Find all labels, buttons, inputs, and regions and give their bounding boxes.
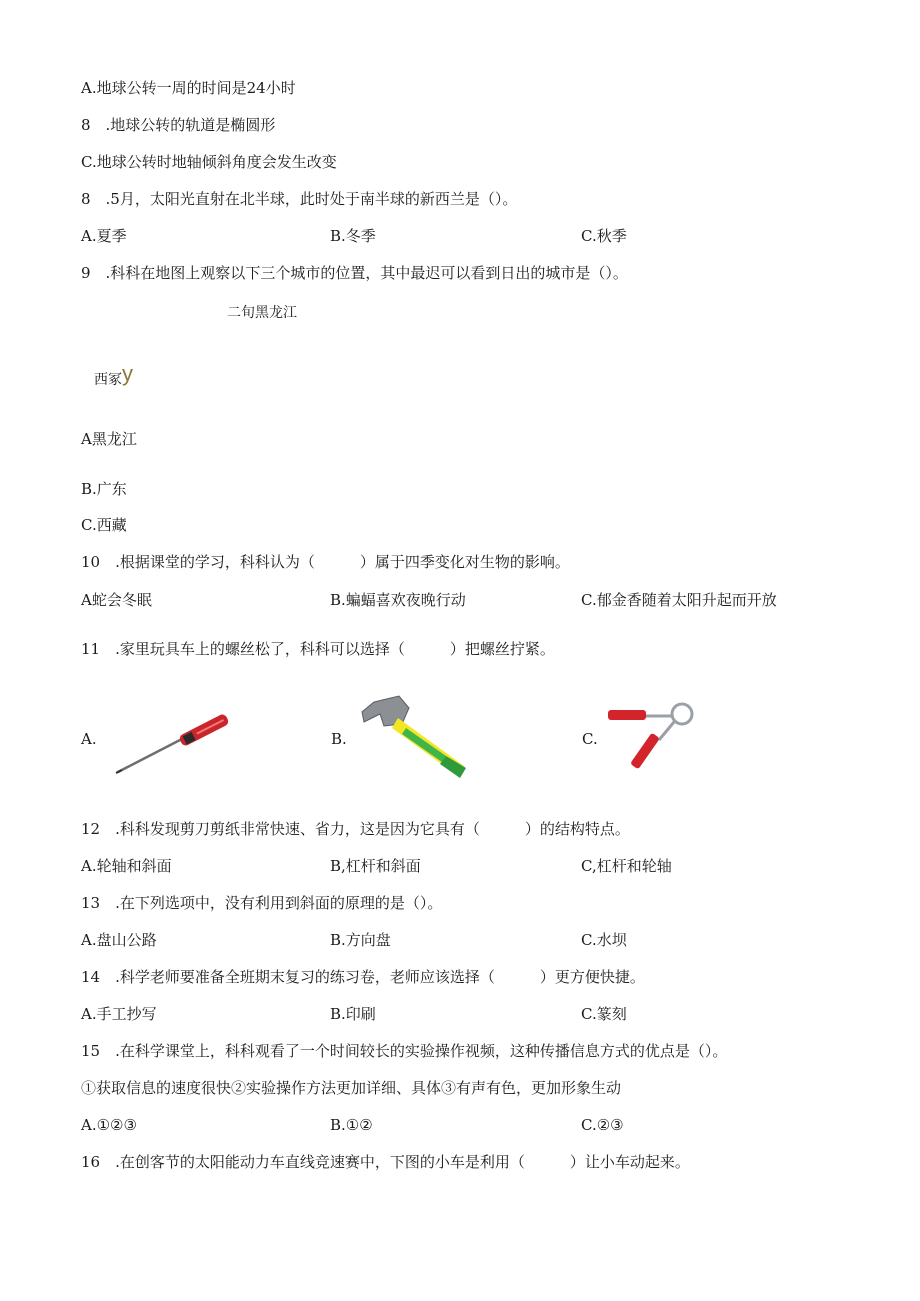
q10-option-b: B.蝙蝠喜欢夜晚行动 bbox=[330, 591, 466, 609]
q8-option-c: C.秋季 bbox=[581, 227, 627, 245]
map-label-heilongjiang: 二旬黑龙江 bbox=[227, 305, 297, 321]
prev-option-b: 8 .地球公转的轨道是椭圆形 bbox=[81, 116, 276, 134]
question-9-stem: 9 .科科在地图上观察以下三个城市的位置，其中最迟可以看到日出的城市是（）。 bbox=[81, 264, 628, 282]
q13-option-b: B.方向盘 bbox=[330, 931, 391, 949]
q9-option-c: C.西藏 bbox=[81, 516, 127, 534]
prev-option-a: A.地球公转一周的时间是24小时 bbox=[81, 79, 296, 97]
q11-option-c: C. bbox=[582, 730, 598, 748]
question-15-stem: 15 .在科学课堂上，科科观看了一个时间较长的实验操作视频，这种传播信息方式的优点是（）。 bbox=[81, 1042, 728, 1060]
q10-option-a: A蛇会冬眠 bbox=[81, 591, 152, 609]
q13-option-c: C.水坝 bbox=[581, 931, 627, 949]
question-10-stem: 10 .根据课堂的学习，科科认为（ ）属于四季变化对生物的影响。 bbox=[81, 553, 570, 571]
q14-option-b: B.印刷 bbox=[330, 1005, 376, 1023]
question-11-stem: 11 .家里玩具车上的螺丝松了，科科可以选择（ ）把螺丝拧紧。 bbox=[81, 640, 555, 658]
q9-option-a: A黑龙江 bbox=[81, 430, 137, 448]
screwdriver-icon bbox=[108, 710, 238, 780]
question-14-stem: 14 .科学老师要准备全班期末复习的练习卷，老师应该选择（ ）更方便快捷。 bbox=[81, 968, 645, 986]
map-label-tibet-glyph: y bbox=[122, 361, 133, 386]
q10-option-c: C.郁金香随着太阳升起而开放 bbox=[581, 591, 777, 609]
map-label-tibet bbox=[94, 361, 133, 389]
q12-option-c: C,杠杆和轮轴 bbox=[581, 857, 672, 875]
q11-option-b: B. bbox=[331, 730, 347, 748]
question-8-stem: 8 .5月，太阳光直射在北半球，此时处于南半球的新西兰是（）。 bbox=[81, 190, 518, 208]
q15-option-a: A.①②③ bbox=[81, 1116, 137, 1134]
q13-option-a: A.盘山公路 bbox=[81, 931, 157, 949]
q8-option-a: A.夏季 bbox=[81, 227, 127, 245]
map-label-tibet-text: 西冢 bbox=[94, 372, 122, 388]
q12-option-a: A.轮轴和斜面 bbox=[81, 857, 172, 875]
question-12-stem: 12 .科科发现剪刀剪纸非常快速、省力，这是因为它具有（ ）的结构特点。 bbox=[81, 820, 630, 838]
q12-option-b: B,杠杆和斜面 bbox=[330, 857, 421, 875]
q15-statements: ①获取信息的速度很快②实验操作方法更加详细、具体③有声有色，更加形象生动 bbox=[81, 1079, 622, 1097]
q14-option-c: C.篆刻 bbox=[581, 1005, 627, 1023]
q9-option-b: B.广东 bbox=[81, 480, 127, 498]
q15-option-c: C.②③ bbox=[581, 1116, 624, 1134]
q8-option-b: B.冬季 bbox=[330, 227, 376, 245]
hammer-icon bbox=[354, 692, 484, 787]
prev-option-c: C.地球公转时地轴倾斜角度会发生改变 bbox=[81, 153, 337, 171]
question-16-stem: 16 .在创客节的太阳能动力车直线竞速赛中，下图的小车是利用（ ）让小车动起来。 bbox=[81, 1153, 690, 1171]
q11-option-a: A. bbox=[81, 730, 97, 748]
q15-option-b: B.①② bbox=[330, 1116, 373, 1134]
question-13-stem: 13 .在下列选项中，没有利用到斜面的原理的是（）。 bbox=[81, 894, 443, 912]
q14-option-a: A.手工抄写 bbox=[81, 1005, 157, 1023]
nutcracker-icon bbox=[604, 700, 699, 780]
